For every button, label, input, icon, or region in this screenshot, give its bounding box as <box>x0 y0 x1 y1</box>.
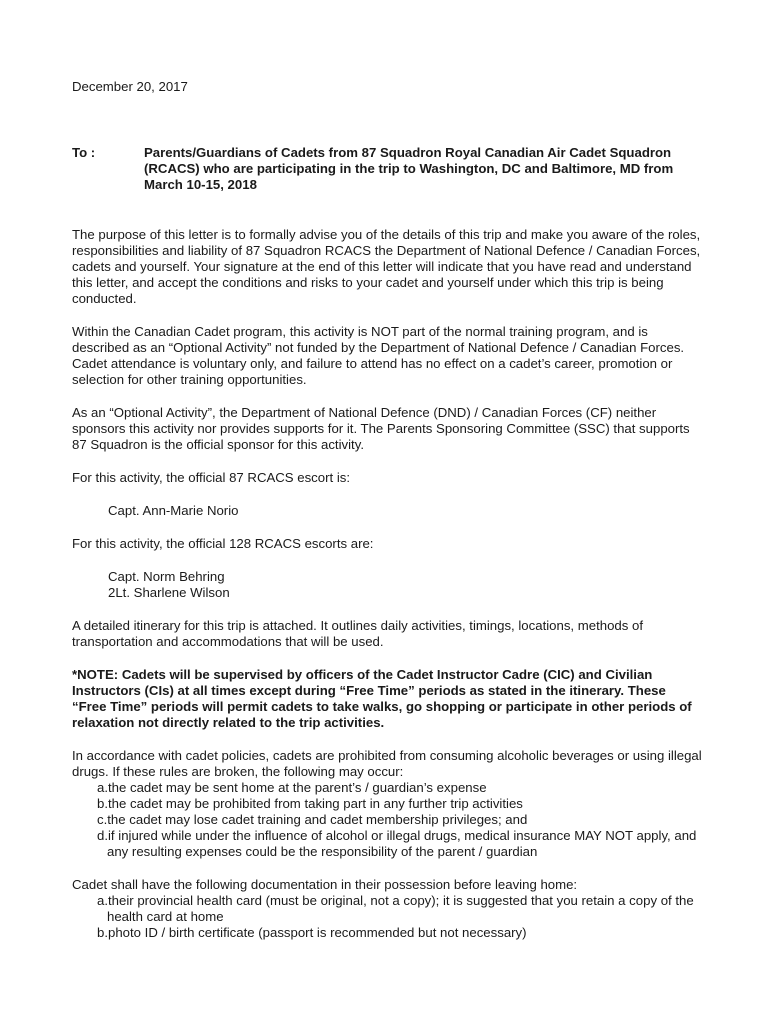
itinerary-paragraph: A detailed itinerary for this trip is attached. It outlines daily activities, timings, locations, methods of transportation and accommodations that will be used. <box>72 618 643 649</box>
list-item <box>72 893 702 925</box>
list-marker: a. <box>97 780 108 795</box>
documentation-list <box>72 893 702 941</box>
list-item-text: if injured while under the influence of alcohol or illegal drugs, medical insurance MAY NOT apply, and any resulting expenses could be the responsibility of the parent / guardian <box>107 828 697 859</box>
documentation-intro: Cadet shall have the following documentation in their possession before leaving home: <box>72 877 578 892</box>
list-item <box>72 780 702 796</box>
list-marker: b. <box>97 925 108 940</box>
sponsor-paragraph: As an “Optional Activity”, the Department of National Defence (DND) / Canadian Forces (CF) neither sponsors this activity nor provides supports for it. The Parents Sponsoring Committee (SSC) that supports 87 Squadron is the official sponsor for this activity. <box>72 405 690 452</box>
list-item-text: photo ID / birth certificate (passport is recommended but not necessary) <box>108 925 527 940</box>
documentation-section <box>72 877 702 941</box>
recipient-label: To : <box>72 145 96 160</box>
escort-128-name-1: Capt. Norm Behring <box>108 569 225 584</box>
list-item <box>72 828 702 860</box>
escort-128-intro: For this activity, the official 128 RCACS escorts are: <box>72 536 374 551</box>
list-item <box>72 925 702 941</box>
policy-list <box>72 780 702 860</box>
purpose-paragraph: The purpose of this letter is to formally advise you of the details of this trip and make you aware of the roles, responsibilities and liability of 87 Squadron RCACS the Department of National Defence / Canadian Forces, cadets and yourself. Your signature at the end of this letter will indicate that you have read and understand this letter, and accept the conditions and risks to your cadet and yourself under which this trip is being conducted. <box>72 227 701 306</box>
escort-87-name: Capt. Ann-Marie Norio <box>108 503 239 518</box>
list-item-text: their provincial health card (must be original, not a copy); it is suggested that you retain a copy of the health card at home <box>107 893 694 924</box>
escort-128-name-2: 2Lt. Sharlene Wilson <box>108 585 230 600</box>
list-item-text: the cadet may be sent home at the parent’s / guardian’s expense <box>108 780 487 795</box>
policy-intro: In accordance with cadet policies, cadets are prohibited from consuming alcoholic beverages or using illegal drugs. If these rules are broken, the following may occur: <box>72 748 702 779</box>
policy-section <box>72 748 702 860</box>
list-item <box>72 812 702 828</box>
letter-body <box>72 227 702 958</box>
list-marker: a. <box>97 893 108 908</box>
optional-activity-paragraph: Within the Canadian Cadet program, this activity is NOT part of the normal training program, and is described as an “Optional Activity” not funded by the Department of National Defence / Canadian Forces. Cadet attendance is voluntary only, and failure to attend has no effect on a cadet’s career, promotion or selection for other training opportunities. <box>72 324 685 387</box>
escort-87-intro: For this activity, the official 87 RCACS escort is: <box>72 470 351 485</box>
letter-date: December 20, 2017 <box>72 79 188 94</box>
list-item <box>72 796 702 812</box>
supervision-note: *NOTE: Cadets will be supervised by officers of the Cadet Instructor Cadre (CIC) and Civilian Instructors (CIs) at all times except during “Free Time” periods as stated in the itinerary. These “Free Time” periods will permit cadets to take walks, go shopping or participate in other periods of relaxation not directly related to the trip activities. <box>72 667 692 730</box>
list-marker: b. <box>97 796 108 811</box>
list-marker: c. <box>97 812 108 827</box>
list-item-text: the cadet may lose cadet training and cadet membership privileges; and <box>107 812 528 827</box>
list-marker: d. <box>97 828 108 843</box>
list-item-text: the cadet may be prohibited from taking part in any further trip activities <box>108 796 523 811</box>
recipient-text: Parents/Guardians of Cadets from 87 Squadron Royal Canadian Air Cadet Squadron (RCACS) who are participating in the trip to Washington, DC and Baltimore, MD from March 10-15, 2018 <box>144 145 674 192</box>
